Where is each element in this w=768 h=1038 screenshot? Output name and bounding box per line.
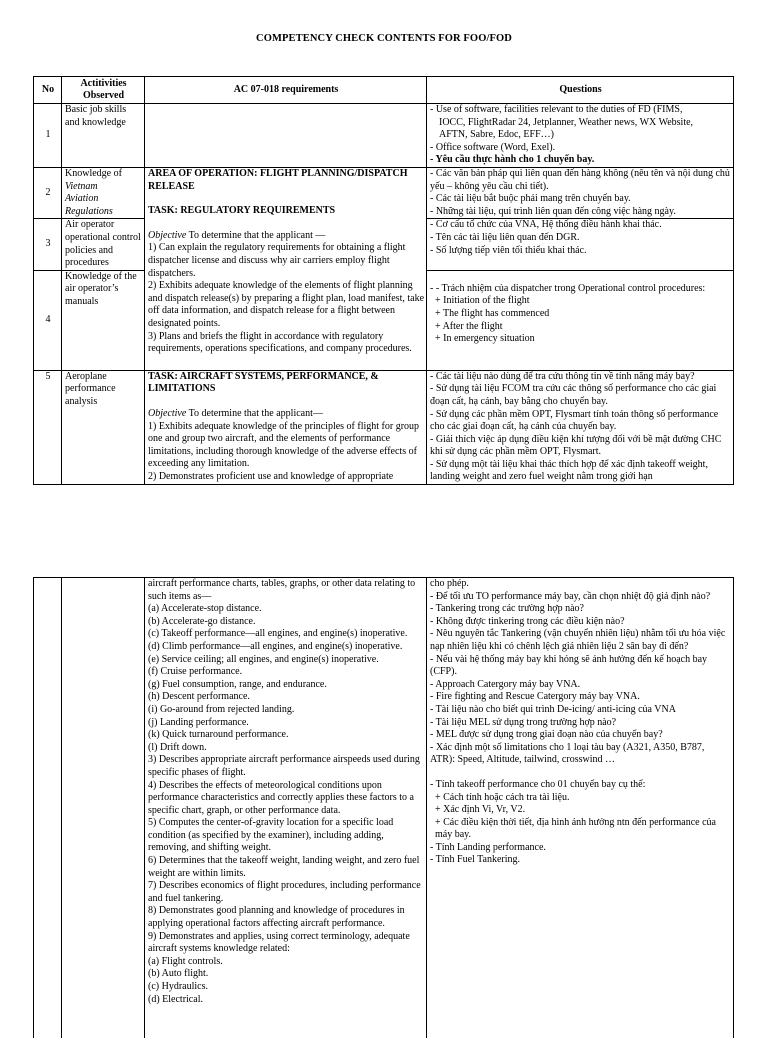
header-requirements: AC 07-018 requirements: [145, 77, 427, 104]
objective-text: To determine that the applicant —: [186, 229, 326, 241]
requirement-line: (k) Quick turnaround performance.: [148, 729, 289, 741]
requirement-line: (f) Cruise performance.: [148, 666, 243, 678]
question-line: - Không được tinkering trong các điều kiện nào?: [430, 615, 625, 627]
question-line: - Tính Fuel Tankering.: [430, 854, 521, 866]
question-line: + The flight has commenced: [435, 307, 550, 319]
document-title: COMPETENCY CHECK CONTENTS FOR FOO/FOD: [256, 33, 512, 44]
question-line: - Fire fighting and Rescue Catergory máy bay VNA.: [430, 691, 640, 703]
requirement-line: (b) Accelerate-go distance.: [148, 615, 256, 627]
requirement-item: 3) Plans and briefs the flight in accordance with regulatory requirements, operations specifications, and company procedures.: [148, 330, 412, 355]
questions-cell: [427, 370, 734, 484]
question-line: - Sử dụng các phần mềm OPT, Flysmart tính toán thông số performance cho các giai đoạn cất, hạ cánh của chuyến bay.: [430, 408, 719, 433]
row-number-empty: [34, 578, 62, 1038]
header-activities: Actitivities Observed: [62, 77, 145, 104]
table-row: [34, 578, 734, 1038]
requirement-item: 1) Exhibits adequate knowledge of the principles of flight for group one and group two aircraft, and the elements of performance limitations, including thorough knowledge of the adverse effects of exceeding any limitation.: [148, 420, 420, 470]
question-line: - Số lượng tiếp viên tối thiểu khai thác.: [430, 244, 587, 256]
requirement-line: (d) Electrical.: [148, 993, 203, 1005]
requirement-line: 7) Describes economics of flight procedures, including performance and fuel tankering.: [148, 880, 421, 904]
question-line: - Yêu cầu thực hành cho 1 chuyến bay.: [430, 154, 595, 166]
question-line: - Tính Landing performance.: [430, 841, 546, 853]
table-row: [34, 104, 734, 168]
requirements-continuation: [145, 578, 427, 1038]
questions-continuation: [427, 578, 734, 1038]
question-line: - Tài liệu MEL sử dụng trong trường hợp nào?: [430, 716, 617, 728]
question-line: - Nếu vài hệ thống máy bay khi hỏng sẽ ảnh hưởng đến kế hoạch bay (CFP).: [430, 653, 708, 678]
row-number: 3: [34, 219, 62, 270]
question-line: - Giải thích việc áp dụng điều kiện khí tượng đối với bề mặt đường CHC khi sử dụng các phần mềm OPT, Flysmart.: [430, 433, 722, 458]
requirement-line: 8) Demonstrates good planning and knowledge of procedures in applying operational factors affecting aircraft performance.: [148, 905, 405, 930]
activity-cell: Knowledge of the air operator’s manuals: [62, 270, 145, 370]
question-line: - MEL được sử dụng trong giai đoạn nào của chuyến bay?: [430, 729, 663, 741]
task-heading: TASK: AIRCRAFT SYSTEMS, PERFORMANCE, & LIMITATIONS: [148, 370, 379, 395]
question-line: - Sử dụng một tài liệu khai thác thích hợp để xác định takeoff weight, landing weight and zero fuel weight nằm trong giới hạn: [430, 458, 708, 483]
question-line: + Initiation of the flight: [435, 295, 530, 307]
requirement-line: (b) Auto flight.: [148, 968, 209, 980]
question-line: - Nêu nguyên tắc Tankering (vận chuyển nhiên liệu) nhằm tối ưu hóa việc nạp nhiên liệu khi có chênh lệch giá nhiên liệu 2 sân bay đi đến?: [430, 628, 726, 652]
activity-cell: Aeroplane performance analysis: [62, 370, 145, 484]
competency-table: [33, 76, 734, 485]
requirement-line: (h) Descent performance.: [148, 691, 250, 703]
question-line: - Use of software, facilities relevant to the duties of FD (FIMS,: [430, 104, 683, 115]
question-line: cho phép.: [430, 578, 469, 589]
header-no: No: [34, 77, 62, 104]
continuation-table: [33, 577, 734, 1038]
question-line: - Tính takeoff performance cho 01 chuyến bay cụ thể:: [430, 778, 646, 790]
requirement-line: (a) Flight controls.: [148, 955, 223, 967]
activity-line: Knowledge of: [65, 167, 122, 179]
activity-cell-empty: [62, 578, 145, 1038]
questions-cell: [427, 167, 734, 218]
question-line: + Các điều kiện thời tiết, địa hình ảnh hưởng ntn đến performance của máy bay.: [435, 816, 716, 841]
question-line: IOCC, FlightRadar 24, Jetplanner, Weather news, WX Website,: [439, 116, 694, 128]
row-number: 5: [34, 370, 62, 484]
activity-cell: [62, 167, 145, 218]
requirement-line: (a) Accelerate-stop distance.: [148, 603, 262, 615]
header-row: [34, 77, 734, 104]
requirement-line: (j) Landing performance.: [148, 716, 249, 728]
header-questions: Questions: [427, 77, 734, 104]
objective-label: Objective: [148, 407, 187, 419]
requirements-cell-merged: [145, 167, 427, 370]
row-number: 4: [34, 270, 62, 370]
questions-cell: [427, 104, 734, 168]
question-line: - Tài liệu nào cho biết qui trình De-icing/ anti-icing của VNA: [430, 703, 676, 715]
requirement-item: 2) Exhibits adequate knowledge of the elements of flight planning and dispatch release(s) by preparing a flight plan, load manifest, take off data information, and dispatch release for a flight between designated points.: [148, 280, 425, 329]
question-line: - Những tài liệu, qui trình liên quan đến công việc hàng ngày.: [430, 205, 676, 217]
questions-cell: [427, 219, 734, 270]
question-line: AFTN, Sabre, Edoc, EFF…): [439, 129, 554, 141]
question-line: - Tankering trong các trường hợp nào?: [430, 603, 584, 615]
activity-line: Vietnam: [65, 180, 98, 192]
requirements-cell: [145, 370, 427, 484]
requirement-line: (c) Hydraulics.: [148, 981, 208, 992]
requirement-line: 5) Computes the center-of-gravity location for a specific load condition (as specified by the examiner), including adding, removing, and shifting weight.: [148, 817, 394, 854]
requirement-line: (l) Drift down.: [148, 741, 207, 753]
task-heading: TASK: REGULATORY REQUIREMENTS: [148, 205, 336, 217]
question-line: - Các văn bản pháp qui liên quan đến hàng không (nêu tên và nội dung chủ yếu – không yêu cầu chi tiết).: [430, 167, 730, 192]
question-line: - Các tài liệu bắt buộc phải mang trên chuyến bay.: [430, 193, 631, 205]
requirement-line: 6) Determines that the takeoff weight, landing weight, and zero fuel weight are within limits.: [148, 855, 420, 879]
requirement-line: (d) Climb performance—all engines, and engine(s) inoperative.: [148, 640, 403, 652]
questions-cell: [427, 270, 734, 370]
objective-label: Objective: [148, 229, 187, 241]
table-row: [34, 167, 734, 218]
question-line: - Tên các tài liệu liên quan đến DGR.: [430, 231, 580, 243]
requirement-line: aircraft performance charts, tables, graphs, or other data relating to such items as—: [148, 578, 416, 602]
question-line: - Approach Catergory máy bay VNA.: [430, 678, 581, 690]
activity-line: Aviation: [65, 193, 99, 205]
requirement-line: (c) Takeoff performance—all engines, and engine(s) inoperative.: [148, 628, 408, 640]
table-row: [34, 370, 734, 484]
objective-text: To determine that the applicant—: [186, 407, 323, 419]
question-line: - Xác định một số limitations cho 1 loại tàu bay (A321, A350, B787, ATR): Speed, Altitude, tailwind, crosswind …: [430, 741, 705, 766]
row-number: 2: [34, 167, 62, 218]
question-line: - - Trách nhiệm của dispatcher trong Operational control procedures:: [430, 282, 706, 294]
requirements-cell: [145, 104, 427, 168]
requirement-line: (e) Service ceiling; all engines, and engine(s) inoperative.: [148, 653, 379, 665]
activity-line: Regulations: [65, 205, 113, 217]
requirement-line: 4) Describes the effects of meteorological conditions upon performance characteristics and correctly applies these factors to a specific chart, graph, or other performance data.: [148, 779, 414, 816]
question-line: - Sử dụng tài liệu FCOM tra cứu các thông số performance cho các giai đoạn cất, hạ cánh, bay bằng cho chuyến bay.: [430, 383, 717, 407]
question-line: + After the flight: [435, 320, 503, 332]
objective-line: [148, 230, 424, 243]
requirement-line: 3) Describes appropriate aircraft performance airspeeds used during specific phases of flight.: [148, 754, 420, 778]
requirement-item: 2) Demonstrates proficient use and knowledge of appropriate: [148, 470, 394, 482]
question-line: - Cơ cấu tổ chức của VNA, Hệ thống điều hành khai thác.: [430, 219, 662, 231]
requirement-line: (g) Fuel consumption, range, and endurance.: [148, 678, 327, 690]
question-line: - Office software (Word, Exel).: [430, 141, 556, 153]
requirement-line: 9) Demonstrates and applies, using correct terminology, adequate aircraft systems knowledge related:: [148, 930, 410, 955]
objective-line: [148, 408, 424, 421]
question-line: + Cách tính hoặc cách tra tài liệu.: [435, 791, 570, 803]
question-line: + Xác định Vi, Vr, V2.: [435, 804, 526, 816]
requirement-item: 1) Can explain the regulatory requirements for obtaining a flight dispatcher license and discuss why air carriers employ flight dispatchers.: [148, 242, 406, 279]
area-heading: AREA OF OPERATION: FLIGHT PLANNING/DISPATCH RELEASE: [148, 167, 408, 192]
requirement-line: (i) Go-around from rejected landing.: [148, 703, 295, 715]
question-line: - Các tài liệu nào dùng để tra cứu thông tin về tính năng máy bay?: [430, 370, 695, 382]
question-line: - Để tối ưu TO performance máy bay, cần chọn nhiệt độ giả định nào?: [430, 590, 711, 602]
question-line: + In emergency situation: [435, 333, 535, 345]
activity-cell: Basic job skills and knowledge: [62, 104, 145, 168]
row-number: 1: [34, 104, 62, 168]
activity-cell: Air operator operational control policies and procedures: [62, 219, 145, 270]
